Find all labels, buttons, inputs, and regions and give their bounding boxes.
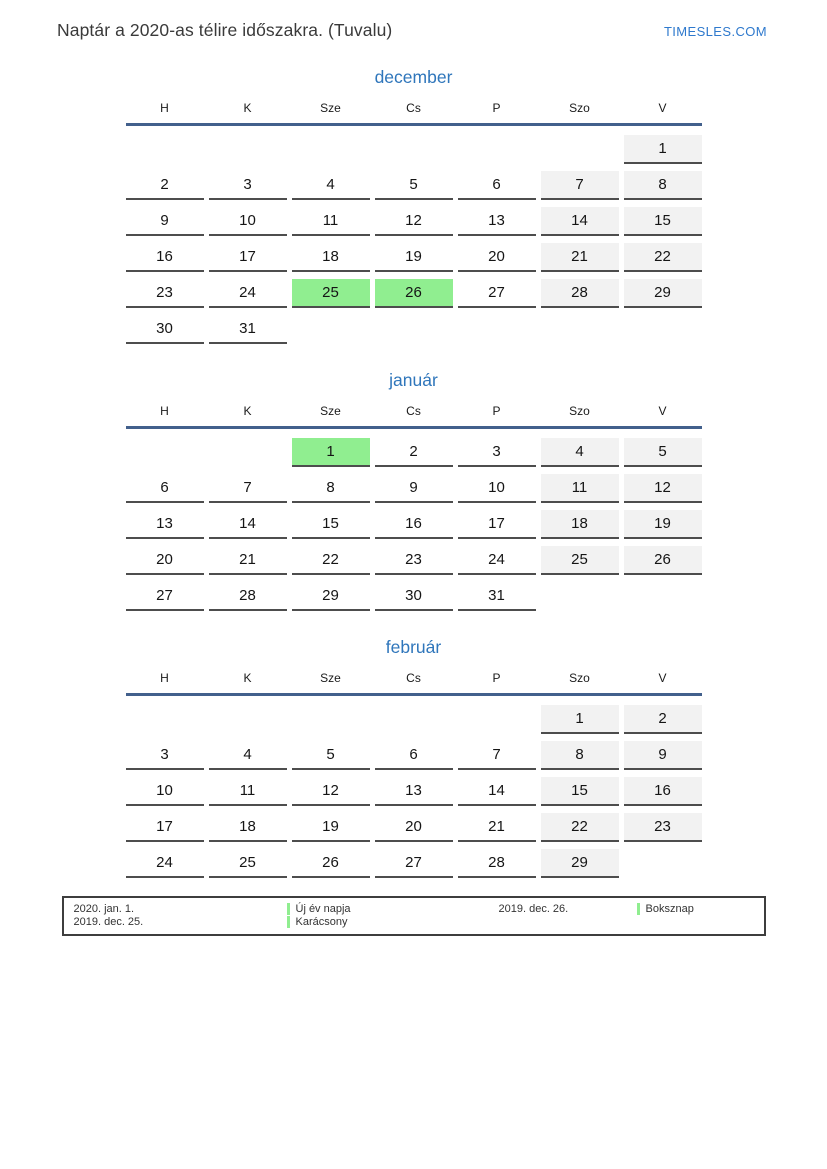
day-cell: 29 [541,849,619,878]
day-cell: 19 [292,813,370,842]
day-cell: 15 [292,510,370,539]
empty-cell [292,315,370,344]
empty-cell [624,315,702,344]
weekday-header: V [658,671,667,685]
day-cell: 28 [541,279,619,308]
empty-cell [126,135,204,164]
day-cell: 1 [624,135,702,164]
day-cell: 25 [541,546,619,575]
day-cell: 13 [375,777,453,806]
day-cell: 7 [209,474,287,503]
legend-entry [287,903,497,915]
weekday-header: V [658,101,667,115]
day-cell: 17 [209,243,287,272]
empty-cell [209,705,287,734]
weekday-header: K [243,404,252,418]
day-cell: 26 [624,546,702,575]
day-cell: 24 [126,849,204,878]
day-cell: 18 [541,510,619,539]
day-cell: 27 [458,279,536,308]
header-rule [126,426,702,429]
empty-cell [292,135,370,164]
day-cell: 28 [458,849,536,878]
day-cell: 24 [458,546,536,575]
day-cell: 21 [209,546,287,575]
header-rule [126,693,702,696]
weekday-header: H [160,101,169,115]
day-cell: 4 [541,438,619,467]
weekday-header: Sze [320,671,341,685]
empty-cell [375,135,453,164]
month-grid [126,135,702,344]
empty-cell [458,315,536,344]
weekday-header: P [492,671,501,685]
day-cell: 31 [209,315,287,344]
day-cell: 10 [458,474,536,503]
empty-cell [541,315,619,344]
page-title: Naptár a 2020-as télire időszakra. (Tuvalu) [57,20,393,40]
day-cell: 2 [126,171,204,200]
day-cell: 6 [126,474,204,503]
day-cell: 26 [292,849,370,878]
day-cell: 11 [541,474,619,503]
day-cell: 8 [624,171,702,200]
holiday-legend [62,896,766,936]
day-cell: 10 [209,207,287,236]
month-január [126,370,702,611]
day-cell: 5 [292,741,370,770]
weekday-header-row [126,404,702,426]
day-cell: 2 [375,438,453,467]
day-cell: 30 [375,582,453,611]
day-cell: 8 [541,741,619,770]
empty-cell [209,135,287,164]
weekday-header-row [126,671,702,693]
day-cell: 20 [375,813,453,842]
weekday-header: Cs [406,101,421,115]
month-grid [126,438,702,611]
empty-cell [209,438,287,467]
legend-date: 2019. dec. 25. [73,916,144,928]
day-cell: 14 [458,777,536,806]
empty-cell [375,705,453,734]
month-grid [126,705,702,878]
site-link[interactable]: TIMESLES.COM [663,24,767,39]
day-cell: 29 [292,582,370,611]
day-cell: 23 [624,813,702,842]
day-cell: 14 [541,207,619,236]
day-cell: 9 [126,207,204,236]
day-cell: 23 [126,279,204,308]
legend-date: 2019. dec. 26. [498,903,569,915]
day-cell: 27 [375,849,453,878]
day-cell: 27 [126,582,204,611]
day-cell: 8 [292,474,370,503]
calendar-months [0,67,827,878]
weekday-header: H [160,404,169,418]
day-cell: 6 [458,171,536,200]
empty-cell [624,849,702,878]
holiday-marker-icon [287,903,290,915]
day-cell: 22 [292,546,370,575]
day-cell: 25 [292,279,370,308]
day-cell: 9 [375,474,453,503]
header-rule [126,123,702,126]
weekday-header: Cs [406,671,421,685]
day-cell: 16 [126,243,204,272]
day-cell: 2 [624,705,702,734]
weekday-header: Szo [569,404,590,418]
empty-cell [126,438,204,467]
day-cell: 17 [458,510,536,539]
day-cell: 3 [458,438,536,467]
day-cell: 22 [541,813,619,842]
empty-cell [126,705,204,734]
month-december [126,67,702,344]
weekday-header: K [243,101,252,115]
day-cell: 15 [541,777,619,806]
day-cell: 3 [126,741,204,770]
day-cell: 4 [292,171,370,200]
weekday-header: H [160,671,169,685]
empty-cell [458,705,536,734]
empty-cell [624,582,702,611]
weekday-header: Szo [569,101,590,115]
weekday-header: K [243,671,252,685]
legend-label: Új év napja [295,903,351,915]
day-cell: 1 [541,705,619,734]
empty-cell [458,135,536,164]
day-cell: 28 [209,582,287,611]
day-cell: 12 [375,207,453,236]
legend-label: Boksznap [645,903,694,915]
month-title: február [385,637,442,657]
weekday-header: P [492,404,501,418]
day-cell: 21 [458,813,536,842]
holiday-marker-icon [287,916,290,928]
weekday-header: Szo [569,671,590,685]
page-header [0,20,827,41]
weekday-header: Sze [320,404,341,418]
legend-entry [637,903,756,915]
day-cell: 21 [541,243,619,272]
day-cell: 13 [126,510,204,539]
weekday-header: Sze [320,101,341,115]
day-cell: 24 [209,279,287,308]
day-cell: 30 [126,315,204,344]
day-cell: 20 [458,243,536,272]
day-cell: 12 [624,474,702,503]
day-cell: 22 [624,243,702,272]
legend-date: 2020. jan. 1. [73,903,135,915]
day-cell: 15 [624,207,702,236]
day-cell: 12 [292,777,370,806]
day-cell: 16 [624,777,702,806]
empty-cell [541,135,619,164]
weekday-header: P [492,101,501,115]
day-cell: 9 [624,741,702,770]
day-cell: 19 [624,510,702,539]
day-cell: 25 [209,849,287,878]
day-cell: 11 [209,777,287,806]
empty-cell [292,705,370,734]
day-cell: 1 [292,438,370,467]
day-cell: 31 [458,582,536,611]
day-cell: 5 [624,438,702,467]
day-cell: 4 [209,741,287,770]
holiday-marker-icon [637,903,640,915]
month-február [126,637,702,878]
legend-label: Karácsony [295,916,348,928]
weekday-header-row [126,101,702,123]
day-cell: 16 [375,510,453,539]
month-title: december [374,67,453,87]
day-cell: 17 [126,813,204,842]
day-cell: 7 [458,741,536,770]
legend-entry [287,916,497,928]
day-cell: 6 [375,741,453,770]
empty-cell [541,582,619,611]
day-cell: 20 [126,546,204,575]
day-cell: 5 [375,171,453,200]
day-cell: 26 [375,279,453,308]
day-cell: 14 [209,510,287,539]
day-cell: 18 [209,813,287,842]
day-cell: 7 [541,171,619,200]
day-cell: 13 [458,207,536,236]
day-cell: 11 [292,207,370,236]
day-cell: 10 [126,777,204,806]
day-cell: 19 [375,243,453,272]
weekday-header: V [658,404,667,418]
day-cell: 3 [209,171,287,200]
day-cell: 18 [292,243,370,272]
day-cell: 29 [624,279,702,308]
weekday-header: Cs [406,404,421,418]
month-title: január [389,370,438,390]
day-cell: 23 [375,546,453,575]
empty-cell [375,315,453,344]
